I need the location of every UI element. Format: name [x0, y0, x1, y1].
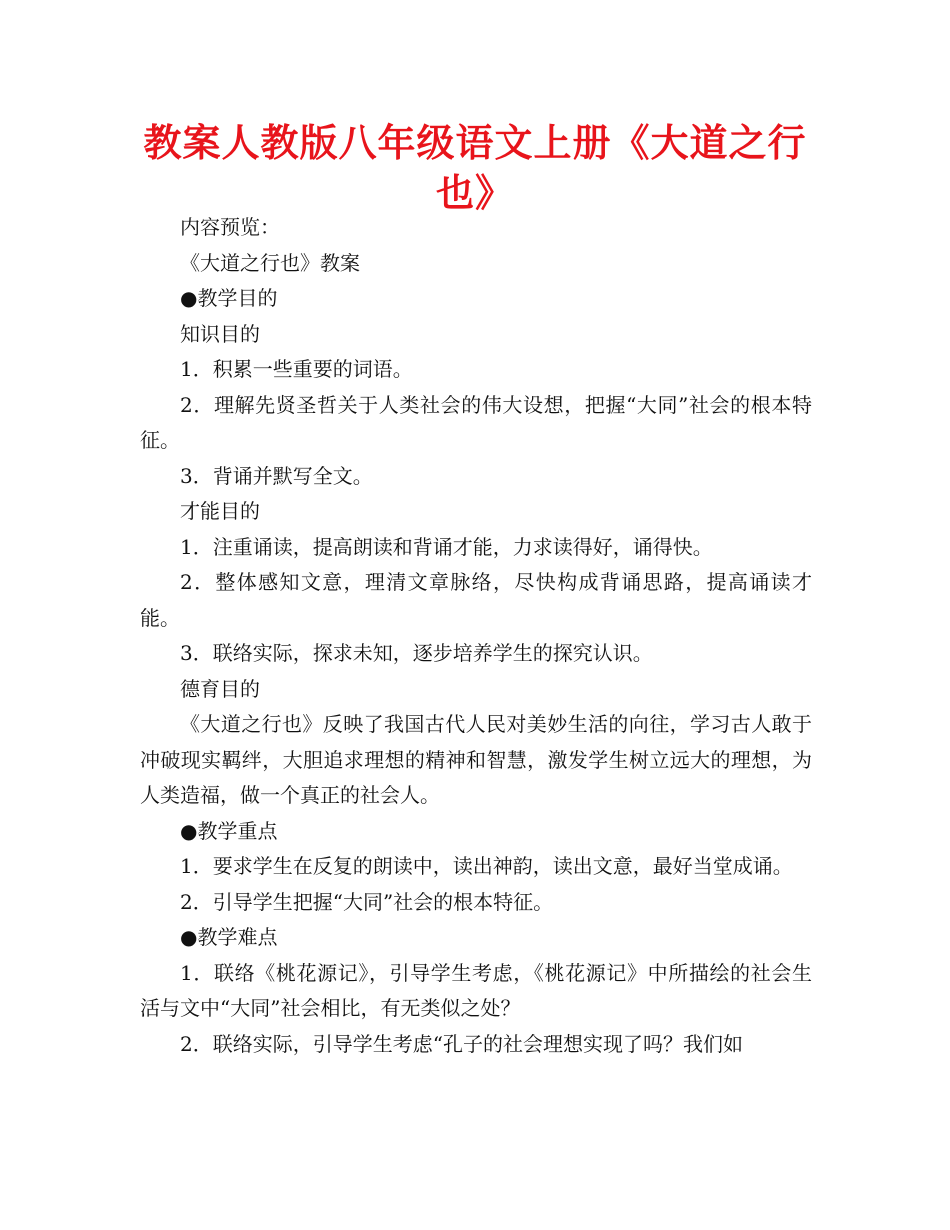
- section-heading: ●教学目的: [180, 286, 278, 310]
- list-item: 1．积累一些重要的词语。: [180, 357, 413, 381]
- list-item: 1．联络《桃花源记》，引导学生考虑，《桃花源记》中所描绘的社会生活与文中“大同”社会相比，有无类似之处？: [140, 960, 812, 1020]
- subsection-heading: 德育目的: [180, 676, 260, 701]
- paragraph: 内容预览：: [180, 215, 280, 239]
- list-item: 3．联络实际，探求未知，逐步培养学生的探究认识。: [180, 641, 653, 665]
- list-item: 2．整体感知文意，理清文章脉络，尽快构成背诵思路，提高诵读才能。: [140, 570, 812, 630]
- document-body: [140, 210, 812, 1062]
- list-item: 1．要求学生在反复的朗读中，读出神韵，读出文意，最好当堂成诵。: [180, 854, 793, 878]
- list-item: 2．联络实际，引导学生考虑“孔子的社会理想实现了吗？我们如: [180, 1031, 743, 1056]
- list-item: 3．背诵并默写全文。: [180, 463, 373, 488]
- list-item: 2．理解先贤圣哲关于人类社会的伟大设想，把握“大同”社会的根本特征。: [140, 392, 812, 452]
- title-line-1: 教案人教版八年级语文上册《大道之行: [143, 121, 807, 165]
- document-title: [140, 118, 810, 218]
- paragraph: 《大道之行也》反映了我国古代人民对美妙生活的向往，学习古人敢于冲破现实羁绊，大胆追求理想的精神和智慧，激发学生树立远大的理想，为人类造福，做一个真正的社会人。: [140, 712, 812, 807]
- subsection-heading: 才能目的: [180, 499, 260, 523]
- title-line-2: 也》: [435, 171, 514, 215]
- section-heading: ●教学难点: [180, 925, 278, 949]
- list-item: 1．注重诵读，提高朗读和背诵才能，力求读得好，诵得快。: [180, 534, 713, 559]
- section-heading: ●教学重点: [180, 818, 278, 843]
- list-item: 2．引导学生把握“大同”社会的根本特征。: [180, 889, 554, 914]
- subsection-heading: 知识目的: [180, 321, 260, 346]
- paragraph: 《大道之行也》教案: [180, 250, 360, 275]
